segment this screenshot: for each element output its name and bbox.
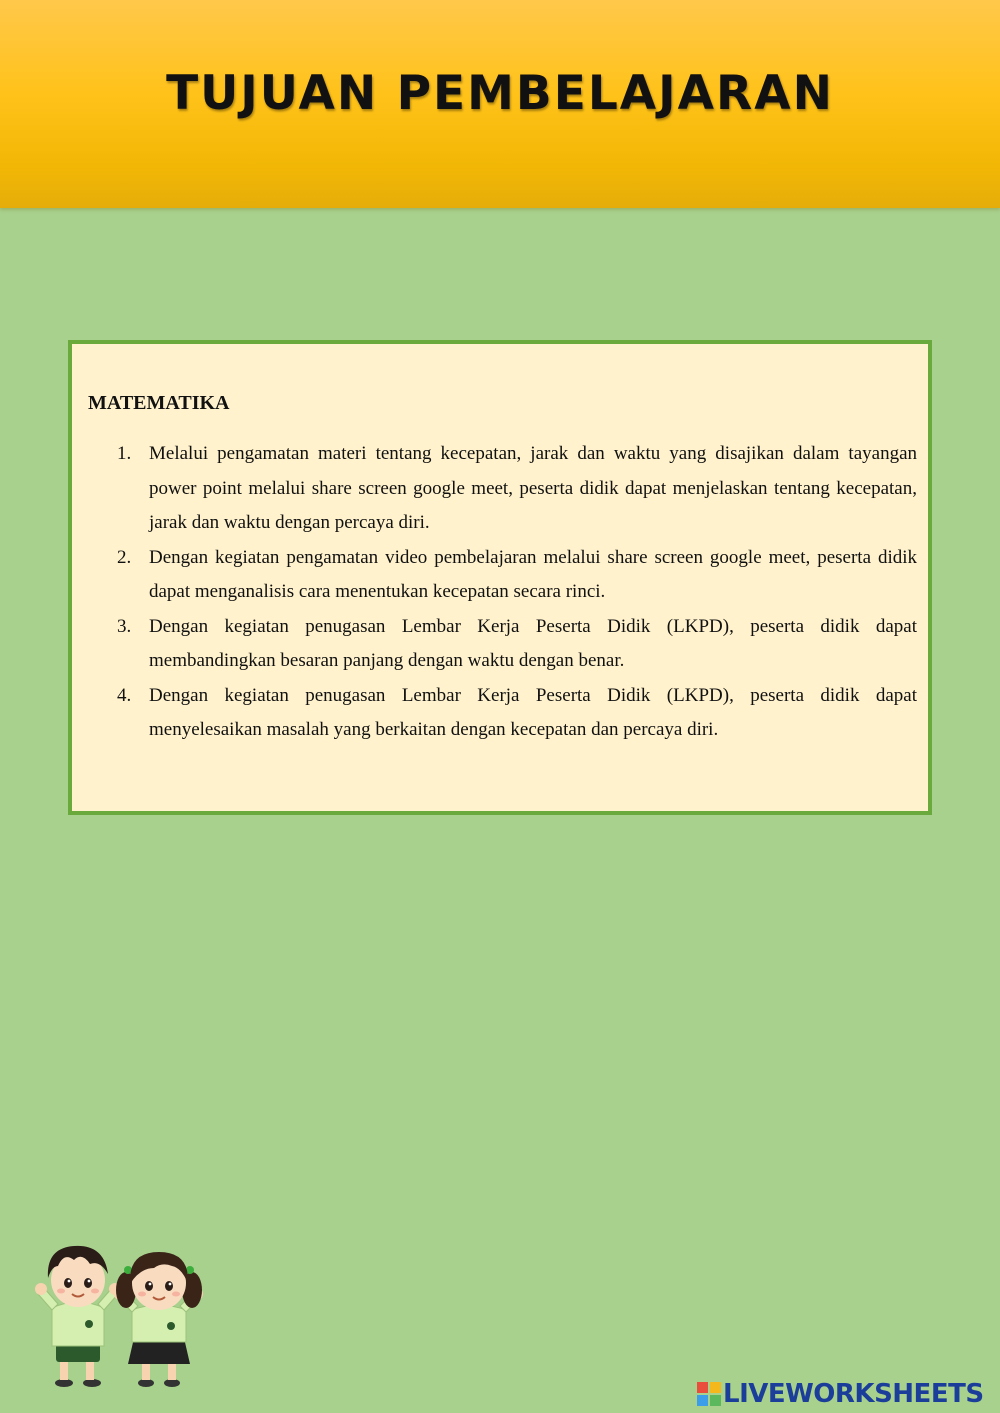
objective-text: Dengan kegiatan penugasan Lembar Kerja Peserta Didik (LKPD), peserta didik dapat menyelesaikan masalah yang berkaitan dengan kecepatan dan percaya diri. bbox=[149, 684, 917, 740]
liveworksheets-logo bbox=[697, 1378, 997, 1410]
objective-item bbox=[117, 679, 917, 748]
page-title: TUJUAN PEMBELAJARAN bbox=[166, 66, 834, 121]
objective-number: 2. bbox=[117, 546, 132, 568]
objective-item bbox=[117, 541, 917, 610]
logo-text: LIVEWORKSHEETS bbox=[723, 1379, 984, 1409]
objective-text: Melalui pengamatan materi tentang kecepatan, jarak dan waktu yang disajikan dalam tayangan power point melalui share screen google meet, peserta didik dapat menjelaskan tentang kecepatan, jarak dan waktu dengan percaya diri. bbox=[149, 443, 917, 533]
subject-heading: MATEMATIKA bbox=[88, 392, 230, 414]
objective-number: 1. bbox=[117, 443, 132, 464]
boy-figure bbox=[35, 1246, 121, 1387]
objective-number: 4. bbox=[117, 684, 132, 706]
girl-figure bbox=[114, 1252, 203, 1387]
school-kids-illustration bbox=[34, 1238, 210, 1388]
objectives-list bbox=[117, 437, 917, 748]
objective-text: Dengan kegiatan pengamatan video pembelajaran melalui share screen google meet, peserta didik dapat menganalisis cara menentukan kecepatan secara rinci. bbox=[149, 546, 917, 602]
objective-item bbox=[117, 610, 917, 679]
objectives-card bbox=[68, 340, 932, 815]
liveworksheets-badge-icon bbox=[697, 1382, 721, 1406]
objective-text: Dengan kegiatan penugasan Lembar Kerja Peserta Didik (LKPD), peserta didik dapat membandingkan besaran panjang dengan waktu dengan benar. bbox=[149, 615, 917, 671]
page-header bbox=[0, 0, 1000, 208]
objective-item bbox=[117, 437, 917, 541]
objective-number: 3. bbox=[117, 615, 132, 637]
